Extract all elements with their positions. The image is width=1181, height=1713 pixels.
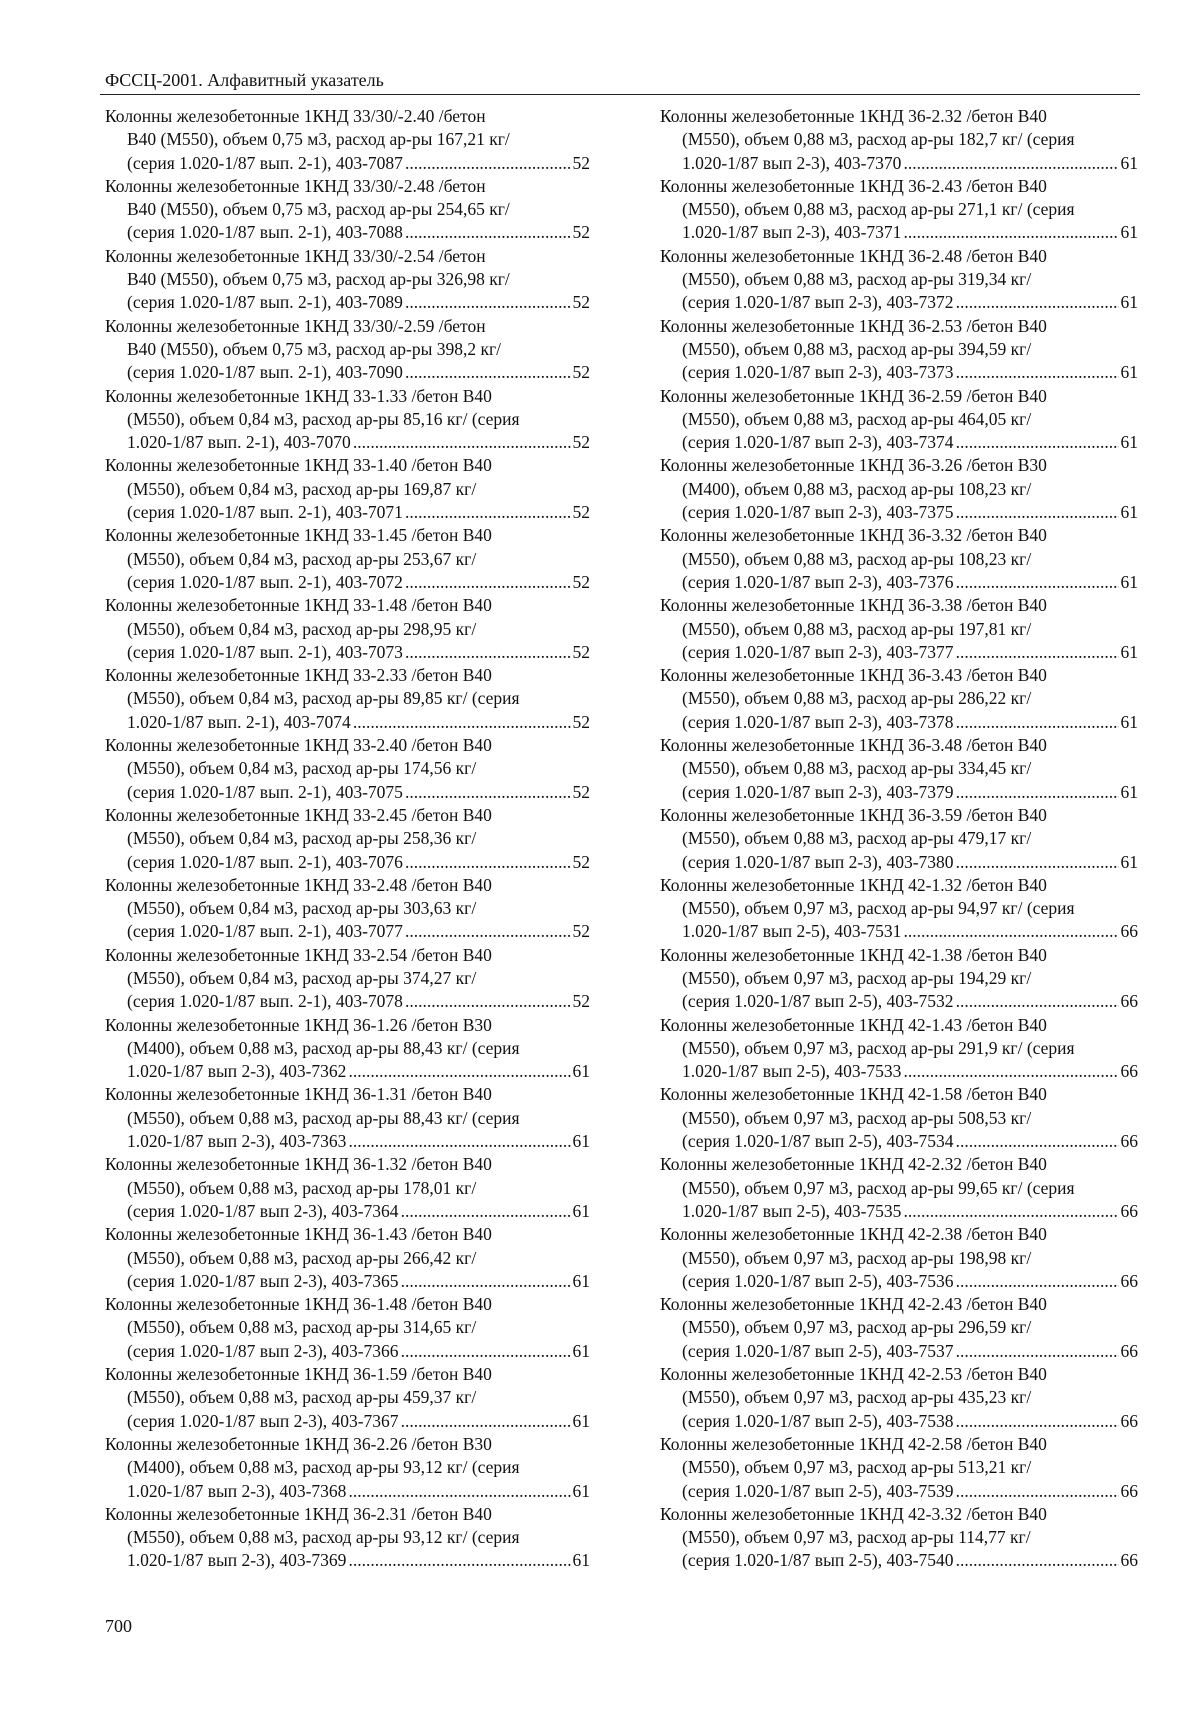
entry-reference-text: (серия 1.020-1/87 вып 2-5), 403-7540 [682,1550,954,1571]
dot-leader [401,1270,571,1293]
entry-reference-line [105,571,590,594]
index-entry [660,734,1138,804]
entry-reference-line [105,501,590,524]
entry-reference-line [105,1480,590,1503]
entry-page-ref: 66 [1120,1131,1138,1152]
entry-page-ref: 61 [1120,711,1138,732]
entry-title-line: Колонны железобетонные 1КНД 36-1.48 /бетон В40 [105,1294,492,1315]
entry-reference-text: (серия 1.020-1/87 вып. 2-1), 403-7071 [127,502,403,523]
dot-leader [956,361,1119,384]
entry-reference-text: (серия 1.020-1/87 вып 2-5), 403-7537 [682,1340,954,1361]
entry-page-ref: 61 [1120,152,1138,173]
entry-title-line: Колонны железобетонные 1КНД 33-1.40 /бетон В40 [105,455,492,476]
dot-leader [405,221,571,244]
entry-title-line: Колонны железобетонные 1КНД 42-2.43 /бетон В40 [660,1294,1047,1315]
entry-page-ref: 66 [1120,1480,1138,1501]
entry-reference-text: (серия 1.020-1/87 вып 2-3), 403-7378 [682,711,954,732]
entry-reference-text: (серия 1.020-1/87 вып 2-3), 403-7380 [682,851,954,872]
dot-leader [903,1200,1118,1223]
entry-reference-line [105,1410,590,1433]
entry-title-line: Колонны железобетонные 1КНД 42-2.53 /бетон В40 [660,1364,1047,1385]
entry-reference-line [105,1060,590,1083]
entry-reference-line [105,152,590,175]
index-entry [660,315,1138,385]
entry-page-ref: 66 [1120,1200,1138,1221]
entry-title-line: Колонны железобетонные 1КНД 36-2.48 /бетон В40 [660,245,1047,266]
entry-detail-line: (М550), объем 0,97 м3, расход ар-ры 508,53 кг/ [682,1107,1032,1128]
entry-detail-line: В40 (М550), объем 0,75 м3, расход ар-ры 398,2 кг/ [127,338,502,359]
entry-reference-text: (серия 1.020-1/87 вып 2-5), 403-7534 [682,1131,954,1152]
entry-detail-line: (М550), объем 0,88 м3, расход ар-ры 88,43 кг/ (серия [127,1107,520,1128]
entry-page-ref: 66 [1120,1061,1138,1082]
entry-page-ref: 66 [1120,1270,1138,1291]
entry-reference-line [660,711,1138,734]
entry-detail-line: (М550), объем 0,84 м3, расход ар-ры 303,63 кг/ [127,898,477,919]
index-entry [105,734,590,804]
index-entry [660,524,1138,594]
entry-reference-text: (серия 1.020-1/87 вып. 2-1), 403-7077 [127,921,403,942]
entry-detail-line: (М550), объем 0,88 м3, расход ар-ры 182,7 кг/ (серия [682,129,1075,150]
entry-reference-text: (серия 1.020-1/87 вып 2-3), 403-7364 [127,1200,399,1221]
index-entry [105,1014,590,1084]
dot-leader [405,291,571,314]
index-entry [660,105,1138,175]
index-entry [660,175,1138,245]
entry-page-ref: 66 [1120,921,1138,942]
index-entry [660,454,1138,524]
entry-reference-text: (серия 1.020-1/87 вып 2-3), 403-7367 [127,1410,399,1431]
index-entry [105,105,590,175]
dot-leader [401,1410,571,1433]
entry-title-line: Колонны железобетонные 1КНД 36-2.31 /бетон В40 [105,1503,492,1524]
entry-page-ref: 52 [572,851,590,872]
entry-page-ref: 52 [572,781,590,802]
entry-detail-line: (М550), объем 0,88 м3, расход ар-ры 266,42 кг/ [127,1247,477,1268]
entry-title-line: Колонны железобетонные 1КНД 42-2.32 /бетон В40 [660,1154,1047,1175]
dot-leader [956,1410,1119,1433]
entry-reference-line [660,990,1138,1013]
entry-detail-line: (М550), объем 0,97 м3, расход ар-ры 435,23 кг/ [682,1387,1032,1408]
entry-detail-line: (М550), объем 0,84 м3, расход ар-ры 253,67 кг/ [127,548,477,569]
entry-page-ref: 66 [1120,1340,1138,1361]
page-number: 700 [105,1616,132,1636]
entry-reference-line [660,1340,1138,1363]
entry-reference-text: (серия 1.020-1/87 вып 2-3), 403-7379 [682,781,954,802]
entry-reference-line [660,501,1138,524]
entry-page-ref: 52 [572,432,590,453]
entry-reference-line [660,1480,1138,1503]
entry-detail-line: (М550), объем 0,84 м3, расход ар-ры 89,85 кг/ (серия [127,688,520,709]
dot-leader [348,1549,570,1572]
entry-page-ref: 52 [572,991,590,1012]
index-entry [105,664,590,734]
entry-title-line: Колонны железобетонные 1КНД 42-2.38 /бетон В40 [660,1224,1047,1245]
dot-leader [405,501,571,524]
dot-leader [903,221,1118,244]
entry-reference-text: (серия 1.020-1/87 вып. 2-1), 403-7088 [127,222,403,243]
entry-title-line: Колонны железобетонные 1КНД 36-1.31 /бетон В40 [105,1084,492,1105]
entry-detail-line: (М550), объем 0,88 м3, расход ар-ры 314,65 кг/ [127,1317,477,1338]
entry-reference-line [660,641,1138,664]
entry-detail-line: (М550), объем 0,88 м3, расход ар-ры 319,34 кг/ [682,269,1032,290]
entry-page-ref: 61 [572,1200,590,1221]
entry-detail-line: (М550), объем 0,84 м3, расход ар-ры 169,87 кг/ [127,478,477,499]
entry-detail-line: В40 (М550), объем 0,75 м3, расход ар-ры 167,21 кг/ [127,129,510,150]
index-entry [105,454,590,524]
entry-reference-text: (серия 1.020-1/87 вып. 2-1), 403-7073 [127,641,403,662]
entry-detail-line: (М550), объем 0,88 м3, расход ар-ры 286,22 кг/ [682,688,1032,709]
entry-reference-text: (серия 1.020-1/87 вып. 2-1), 403-7075 [127,781,403,802]
entry-page-ref: 52 [572,152,590,173]
entry-title-line: Колонны железобетонные 1КНД 36-2.53 /бетон В40 [660,315,1047,336]
entry-title-line: Колонны железобетонные 1КНД 42-1.32 /бетон В40 [660,874,1047,895]
entry-reference-text: 1.020-1/87 вып 2-3), 403-7368 [127,1480,347,1501]
index-entry [660,1014,1138,1084]
entry-reference-line [105,361,590,384]
entry-title-line: Колонны железобетонные 1КНД 33-2.40 /бетон В40 [105,735,492,756]
entry-detail-line: (М550), объем 0,84 м3, расход ар-ры 374,27 кг/ [127,967,477,988]
entry-reference-line [660,152,1138,175]
entry-reference-line [105,221,590,244]
entry-reference-line [105,920,590,943]
dot-leader [956,571,1119,594]
entry-title-line: Колонны железобетонные 1КНД 36-2.26 /бетон В30 [105,1433,492,1454]
entry-reference-line [105,711,590,734]
entry-reference-line [660,361,1138,384]
index-entry [660,804,1138,874]
entry-detail-line: (М550), объем 0,88 м3, расход ар-ры 464,05 кг/ [682,408,1032,429]
entry-reference-text: (серия 1.020-1/87 вып 2-3), 403-7376 [682,571,954,592]
entry-reference-text: (серия 1.020-1/87 вып. 2-1), 403-7078 [127,991,403,1012]
dot-leader [956,781,1119,804]
entry-title-line: Колонны железобетонные 1КНД 33/30/-2.40 /бетон [105,106,486,126]
entry-title-line: Колонны железобетонные 1КНД 33-2.45 /бетон В40 [105,804,492,825]
dot-leader [405,990,571,1013]
dot-leader [405,920,571,943]
entry-reference-text: 1.020-1/87 вып 2-5), 403-7533 [682,1061,902,1082]
dot-leader [956,851,1119,874]
entry-detail-line: (М550), объем 0,97 м3, расход ар-ры 198,98 кг/ [682,1247,1032,1268]
entry-reference-text: (серия 1.020-1/87 вып. 2-1), 403-7090 [127,362,403,383]
dot-leader [903,152,1118,175]
entry-reference-line [660,781,1138,804]
entry-page-ref: 61 [1120,502,1138,523]
entry-title-line: Колонны железобетонные 1КНД 36-3.43 /бетон В40 [660,665,1047,686]
entry-page-ref: 61 [572,1480,590,1501]
entry-detail-line: (М550), объем 0,97 м3, расход ар-ры 194,29 кг/ [682,967,1032,988]
entry-reference-line [105,641,590,664]
entry-detail-line: (М550), объем 0,84 м3, расход ар-ры 298,95 кг/ [127,618,477,639]
entry-page-ref: 66 [1120,1410,1138,1431]
entry-reference-text: (серия 1.020-1/87 вып 2-5), 403-7539 [682,1480,954,1501]
index-entry [660,385,1138,455]
entry-title-line: Колонны железобетонные 1КНД 33-1.48 /бетон В40 [105,595,492,616]
dot-leader [956,1270,1119,1293]
index-entry [105,594,590,664]
entry-reference-line [660,1410,1138,1433]
index-entry [660,1223,1138,1293]
entry-reference-line [105,781,590,804]
entry-reference-line [660,1549,1138,1572]
entry-reference-line [660,291,1138,314]
index-entry [105,944,590,1014]
entry-page-ref: 61 [572,1061,590,1082]
dot-leader [956,1340,1119,1363]
index-entry [105,874,590,944]
index-entry [660,245,1138,315]
entry-title-line: Колонны железобетонные 1КНД 33/30/-2.59 /бетон [105,315,486,336]
index-entry [660,944,1138,1014]
index-entry [660,664,1138,734]
entry-detail-line: (М550), объем 0,88 м3, расход ар-ры 271,1 кг/ (серия [682,199,1075,220]
index-entry [660,1083,1138,1153]
entry-title-line: Колонны железобетонные 1КНД 42-1.38 /бетон В40 [660,944,1047,965]
entry-title-line: Колонны железобетонные 1КНД 36-3.38 /бетон В40 [660,595,1047,616]
index-entry [660,1153,1138,1223]
entry-page-ref: 61 [572,1270,590,1291]
entry-reference-text: 1.020-1/87 вып 2-3), 403-7363 [127,1131,347,1152]
entry-detail-line: (М550), объем 0,97 м3, расход ар-ры 291,9 кг/ (серия [682,1037,1075,1058]
entry-page-ref: 52 [572,362,590,383]
dot-leader [348,1480,570,1503]
dot-leader [956,1480,1119,1503]
entry-title-line: Колонны железобетонные 1КНД 36-3.26 /бетон В30 [660,455,1047,476]
entry-detail-line: (М550), объем 0,97 м3, расход ар-ры 114,77 кг/ [682,1527,1031,1548]
entry-title-line: Колонны железобетонные 1КНД 36-1.43 /бетон В40 [105,1224,492,1245]
entry-reference-text: 1.020-1/87 вып 2-5), 403-7535 [682,1200,902,1221]
entry-reference-line [660,1130,1138,1153]
entry-reference-line [105,1270,590,1293]
entry-detail-line: (М550), объем 0,84 м3, расход ар-ры 258,36 кг/ [127,828,477,849]
entry-page-ref: 66 [1120,1550,1138,1571]
dot-leader [956,1549,1119,1572]
entry-detail-line: (М550), объем 0,88 м3, расход ар-ры 178,01 кг/ [127,1177,477,1198]
entry-page-ref: 61 [1120,641,1138,662]
entry-detail-line: (М550), объем 0,88 м3, расход ар-ры 334,45 кг/ [682,758,1032,779]
entry-reference-text: (серия 1.020-1/87 вып 2-5), 403-7538 [682,1410,954,1431]
dot-leader [956,431,1119,454]
entry-reference-line [105,291,590,314]
entry-page-ref: 61 [1120,292,1138,313]
entry-reference-text: (серия 1.020-1/87 вып 2-3), 403-7373 [682,362,954,383]
entry-reference-line [660,571,1138,594]
entry-page-ref: 61 [1120,851,1138,872]
entry-detail-line: (М550), объем 0,88 м3, расход ар-ры 459,37 кг/ [127,1387,477,1408]
dot-leader [956,1130,1119,1153]
entry-detail-line: В40 (М550), объем 0,75 м3, расход ар-ры 254,65 кг/ [127,199,510,220]
entry-page-ref: 52 [572,502,590,523]
entry-reference-text: (серия 1.020-1/87 вып 2-3), 403-7377 [682,641,954,662]
index-entry [105,175,590,245]
entry-page-ref: 61 [572,1340,590,1361]
entry-title-line: Колонны железобетонные 1КНД 42-1.43 /бетон В40 [660,1014,1047,1035]
entry-reference-text: (серия 1.020-1/87 вып 2-5), 403-7532 [682,991,954,1012]
entry-page-ref: 61 [572,1550,590,1571]
index-entry [660,1503,1138,1573]
entry-title-line: Колонны железобетонные 1КНД 36-3.32 /бетон В40 [660,525,1047,546]
entry-detail-line: (М550), объем 0,88 м3, расход ар-ры 394,59 кг/ [682,338,1032,359]
entry-title-line: Колонны железобетонные 1КНД 42-1.58 /бетон В40 [660,1084,1047,1105]
dot-leader [348,1130,570,1153]
entry-title-line: Колонны железобетонные 1КНД 33/30/-2.54 /бетон [105,245,486,266]
entry-detail-line: (М550), объем 0,97 м3, расход ар-ры 296,59 кг/ [682,1317,1032,1338]
dot-leader [956,501,1119,524]
entry-title-line: Колонны железобетонные 1КНД 42-3.32 /бетон В40 [660,1503,1047,1524]
entry-reference-line [105,1200,590,1223]
index-entry [105,524,590,594]
entry-page-ref: 52 [572,921,590,942]
index-entry [105,385,590,455]
entry-detail-line: В40 (М550), объем 0,75 м3, расход ар-ры 326,98 кг/ [127,269,510,290]
entry-reference-text: 1.020-1/87 вып 2-3), 403-7369 [127,1550,347,1571]
dot-leader [401,1340,571,1363]
index-entry [105,1293,590,1363]
entry-reference-line [660,1060,1138,1083]
entry-reference-text: (серия 1.020-1/87 вып 2-3), 403-7374 [682,432,954,453]
index-column-right [660,105,1138,1573]
dot-leader [956,641,1119,664]
dot-leader [956,711,1119,734]
dot-leader [405,641,571,664]
dot-leader [405,571,571,594]
entry-reference-line [660,1200,1138,1223]
entry-reference-text: (серия 1.020-1/87 вып 2-3), 403-7365 [127,1270,399,1291]
entry-reference-line [660,431,1138,454]
entry-reference-text: (серия 1.020-1/87 вып. 2-1), 403-7072 [127,571,403,592]
entry-reference-text: (серия 1.020-1/87 вып 2-3), 403-7375 [682,502,954,523]
entry-page-ref: 52 [572,571,590,592]
index-entry [105,804,590,874]
entry-detail-line: (М550), объем 0,97 м3, расход ар-ры 513,21 кг/ [682,1457,1032,1478]
entry-page-ref: 61 [1120,571,1138,592]
entry-reference-text: 1.020-1/87 вып 2-3), 403-7371 [682,222,902,243]
entry-reference-line [660,851,1138,874]
entry-title-line: Колонны железобетонные 1КНД 33-1.33 /бетон В40 [105,385,492,406]
index-entry [105,315,590,385]
entry-reference-text: 1.020-1/87 вып 2-3), 403-7362 [127,1061,347,1082]
running-header: ФССЦ-2001. Алфавитный указатель [105,70,384,90]
index-entry [105,1083,590,1153]
dot-leader [348,1060,570,1083]
dot-leader [903,920,1118,943]
index-entry [660,1363,1138,1433]
index-entry [105,1503,590,1573]
dot-leader [405,851,571,874]
entry-detail-line: (М550), объем 0,88 м3, расход ар-ры 479,17 кг/ [682,828,1032,849]
entry-page-ref: 61 [1120,432,1138,453]
entry-reference-line [105,1549,590,1572]
entry-reference-line [660,1270,1138,1293]
header-rule [100,94,1140,95]
entry-reference-text: 1.020-1/87 вып. 2-1), 403-7070 [127,432,351,453]
entry-reference-line [105,431,590,454]
entry-reference-text: (серия 1.020-1/87 вып. 2-1), 403-7087 [127,152,403,173]
entry-title-line: Колонны железобетонные 1КНД 42-2.58 /бетон В40 [660,1433,1047,1454]
index-entry [105,1223,590,1293]
entry-title-line: Колонны железобетонные 1КНД 33/30/-2.48 /бетон [105,175,486,196]
entry-title-line: Колонны железобетонные 1КНД 36-3.48 /бетон В40 [660,735,1047,756]
entry-title-line: Колонны железобетонные 1КНД 36-2.32 /бетон В40 [660,106,1047,126]
entry-page-ref: 61 [1120,781,1138,802]
entry-reference-text: (серия 1.020-1/87 вып. 2-1), 403-7076 [127,851,403,872]
entry-title-line: Колонны железобетонные 1КНД 36-1.32 /бетон В40 [105,1154,492,1175]
index-entry [105,1363,590,1433]
entry-detail-line: (М550), объем 0,88 м3, расход ар-ры 197,81 кг/ [682,618,1032,639]
entry-title-line: Колонны железобетонные 1КНД 36-2.59 /бетон В40 [660,385,1047,406]
entry-title-line: Колонны железобетонные 1КНД 36-1.26 /бетон В30 [105,1014,492,1035]
dot-leader [353,711,571,734]
entry-reference-line [105,990,590,1013]
entry-reference-text: (серия 1.020-1/87 вып 2-3), 403-7372 [682,292,954,313]
index-column-left [105,105,590,1573]
entry-detail-line: (М400), объем 0,88 м3, расход ар-ры 108,23 кг/ [682,478,1032,499]
entry-detail-line: (М550), объем 0,97 м3, расход ар-ры 99,65 кг/ (серия [682,1177,1075,1198]
entry-page-ref: 52 [572,711,590,732]
index-entry [660,874,1138,944]
dot-leader [353,431,571,454]
dot-leader [956,291,1119,314]
entry-reference-text: 1.020-1/87 вып 2-5), 403-7531 [682,921,902,942]
index-entry [105,245,590,315]
entry-detail-line: (М550), объем 0,97 м3, расход ар-ры 94,97 кг/ (серия [682,898,1075,919]
entry-page-ref: 52 [572,641,590,662]
entry-title-line: Колонны железобетонные 1КНД 33-2.54 /бетон В40 [105,944,492,965]
entry-detail-line: (М400), объем 0,88 м3, расход ар-ры 93,12 кг/ (серия [127,1457,520,1478]
dot-leader [401,1200,571,1223]
entry-page-ref: 61 [1120,222,1138,243]
entry-detail-line: (М550), объем 0,88 м3, расход ар-ры 93,12 кг/ (серия [127,1527,520,1548]
entry-reference-line [105,851,590,874]
entry-reference-line [660,920,1138,943]
entry-page-ref: 61 [572,1131,590,1152]
entry-reference-text: (серия 1.020-1/87 вып 2-3), 403-7366 [127,1340,399,1361]
entry-reference-line [660,221,1138,244]
dot-leader [405,152,571,175]
index-entry [105,1153,590,1223]
entry-reference-line [105,1340,590,1363]
entry-detail-line: (М550), объем 0,84 м3, расход ар-ры 85,16 кг/ (серия [127,408,520,429]
index-entry [660,1293,1138,1363]
dot-leader [903,1060,1118,1083]
entry-title-line: Колонны железобетонные 1КНД 36-1.59 /бетон В40 [105,1364,492,1385]
entry-detail-line: (М550), объем 0,84 м3, расход ар-ры 174,56 кг/ [127,758,477,779]
entry-page-ref: 52 [572,222,590,243]
dot-leader [956,990,1119,1013]
entry-page-ref: 66 [1120,991,1138,1012]
entry-reference-text: 1.020-1/87 вып. 2-1), 403-7074 [127,711,351,732]
index-entry [660,594,1138,664]
entry-page-ref: 61 [1120,362,1138,383]
entry-title-line: Колонны железобетонные 1КНД 36-2.43 /бетон В40 [660,175,1047,196]
index-entry [105,1433,590,1503]
dot-leader [405,361,571,384]
entry-page-ref: 61 [572,1410,590,1431]
entry-page-ref: 52 [572,292,590,313]
index-entry [660,1433,1138,1503]
entry-title-line: Колонны железобетонные 1КНД 33-2.48 /бетон В40 [105,874,492,895]
entry-title-line: Колонны железобетонные 1КНД 33-2.33 /бетон В40 [105,665,492,686]
entry-reference-text: (серия 1.020-1/87 вып. 2-1), 403-7089 [127,292,403,313]
entry-title-line: Колонны железобетонные 1КНД 33-1.45 /бетон В40 [105,525,492,546]
entry-detail-line: (М400), объем 0,88 м3, расход ар-ры 88,43 кг/ (серия [127,1037,520,1058]
entry-title-line: Колонны железобетонные 1КНД 36-3.59 /бетон В40 [660,804,1047,825]
entry-detail-line: (М550), объем 0,88 м3, расход ар-ры 108,23 кг/ [682,548,1032,569]
dot-leader [405,781,571,804]
entry-reference-text: (серия 1.020-1/87 вып 2-5), 403-7536 [682,1270,954,1291]
entry-reference-text: 1.020-1/87 вып 2-3), 403-7370 [682,152,902,173]
entry-reference-line [105,1130,590,1153]
